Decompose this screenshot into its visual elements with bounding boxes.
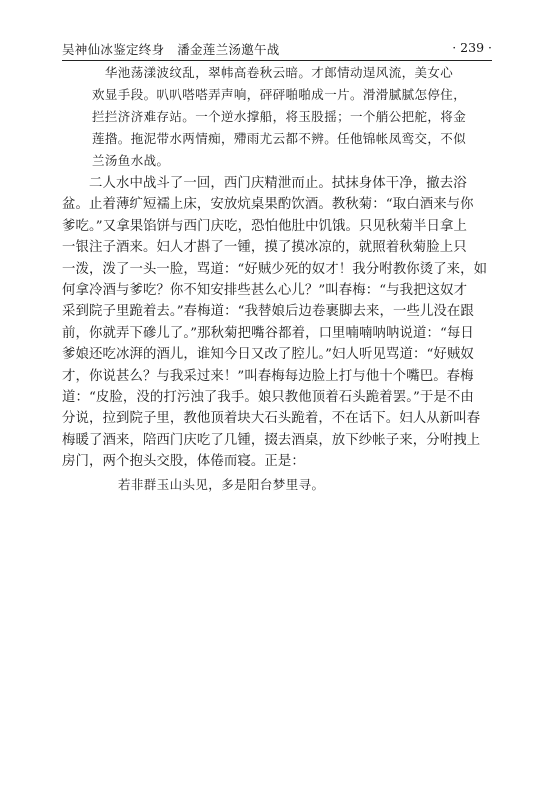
verse-line: 兰汤鱼水战。 (92, 153, 170, 168)
closing-couplet: 若非群玉山头见，多是阳台梦里寻。 (118, 477, 325, 492)
prose-line: 爹娘还吃冰湃的酒儿，谁知今日又改了腔儿。”妇人听见骂道：“好贼奴 (62, 347, 474, 363)
verse-line: 欢显手段。叭叭嗒嗒弄声响，砰砰啪啪成一片。滑滑腻腻怎停住， (92, 87, 467, 102)
prose-line: 梅暖了酒来，陪西门庆吃了几锺，掇去酒桌，放下纱帐子来，分咐拽上 (62, 432, 481, 448)
prose-line: 盆。止着薄纩短襦上床，安放炕桌果酌饮酒。教秋菊：“取白酒来与你 (62, 197, 474, 213)
verse-line: 华池荡漾波纹乱，翠帏高卷秋云暗。才郎情动逞风流，美女心 (92, 65, 454, 80)
page-number: · 239 · (452, 40, 492, 55)
prose-line: 前，你就弄下磣儿了。”那秋菊把嘴谷都着，口里喃喃呐呐说道：“每日 (62, 325, 474, 341)
prose-line: 分说，拉到院子里，教他顶着块大石头跪着，不在话下。妇人从新叫春 (62, 411, 481, 427)
prose-line: 才，你说甚么？与我采过来！”叫春梅每边脸上打与他十个嘴巴。春梅 (62, 368, 474, 384)
prose-line: 一银注子酒来。妇人才斟了一锺，摸了摸冰凉的，就照着秋菊脸上只 (62, 240, 467, 256)
prose-line: 道：“皮脸，没的打污浊了我手。娘只教他顶着石头跪着罢。”于是不由 (62, 390, 474, 405)
prose-line: 一泼，泼了一头一脸，骂道：“好贼少死的奴才！我分咐教你烫了来，如 (62, 261, 488, 277)
prose-line: 爹吃。”又拿果馅饼与西门庆吃，恐怕他肚中饥饿。只见秋菊半日拿上 (62, 218, 467, 234)
prose-line: 二人水中战斗了一回，西门庆精泄而止。拭抹身体干净，撤去浴 (62, 176, 467, 191)
prose-line: 采到院子里跪着去。”春梅道：“我替娘后边卷裹脚去来，一些儿没在跟 (62, 304, 474, 320)
prose-line: 房门，两个抱头交股，体倦而寝。正是： (62, 454, 305, 470)
header-title: 吴神仙冰鉴定终身 潘金莲兰汤邀午战 (62, 42, 280, 57)
verse-line: 莲揝。拖泥带水两情痴，殢雨尤云都不辨。任他锦帐凤鸾交，不似 (92, 131, 467, 146)
prose-line: 何拿冷酒与爹吃？你不知安排些甚么心儿？”叫春梅：“与我把这奴才 (62, 283, 468, 298)
verse-line: 拦拦济济难存站。一个逆水撑船，将玉股摇；一个艄公把舵，将金 (92, 109, 467, 124)
running-header (62, 38, 492, 61)
